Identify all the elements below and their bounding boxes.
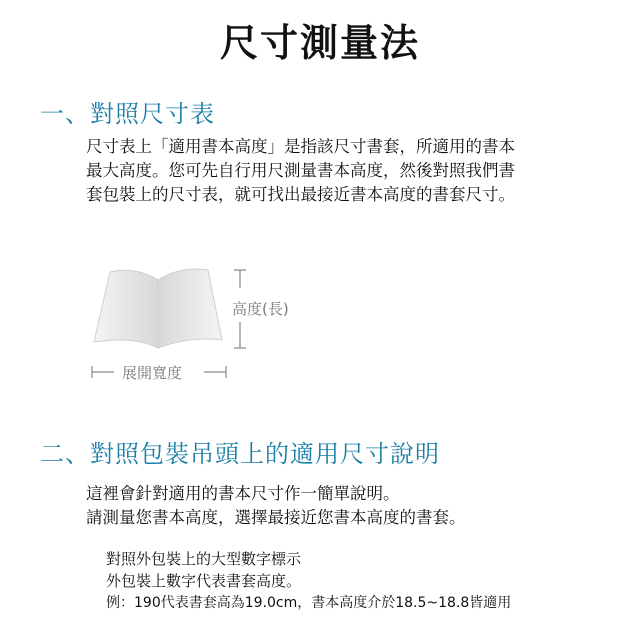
paragraph-line: 最大高度。您可先自行用尺測量書本高度，然後對照我們書 [86,161,515,180]
book-right-page [158,269,222,348]
width-label: 展開寬度 [122,364,183,382]
note-line: 對照外包裝上的大型數字標示 [106,550,302,568]
paragraph-line: 套包裝上的尺寸表，就可找出最接近書本高度的書套尺寸。 [86,185,515,204]
package-number-note [106,548,606,592]
example-note: 例：190代表書套高為19.0cm，書本高度介於18.5~18.8皆適用 [106,595,512,611]
section-heading-size-chart: 一、對照尺寸表 [40,100,215,128]
paragraph-line: 尺寸表上「適用書本高度」是指該尺寸書套，所適用的書本 [86,137,515,156]
size-chart-paragraph [86,135,606,207]
section-heading-package-label: 二、對照包裝吊頭上的適用尺寸說明 [40,440,440,468]
package-label-paragraph [86,482,606,530]
paragraph-line: 請測量您書本高度，選擇最接近您書本高度的書套。 [86,508,466,527]
page-title: 尺寸測量法 [219,21,420,65]
note-line: 外包裝上數字代表書套高度。 [106,572,302,590]
paragraph-line: 這裡會針對適用的書本尺寸作一簡單說明。 [86,484,400,503]
book-left-page [94,270,158,348]
height-label: 高度(長) [232,300,289,318]
